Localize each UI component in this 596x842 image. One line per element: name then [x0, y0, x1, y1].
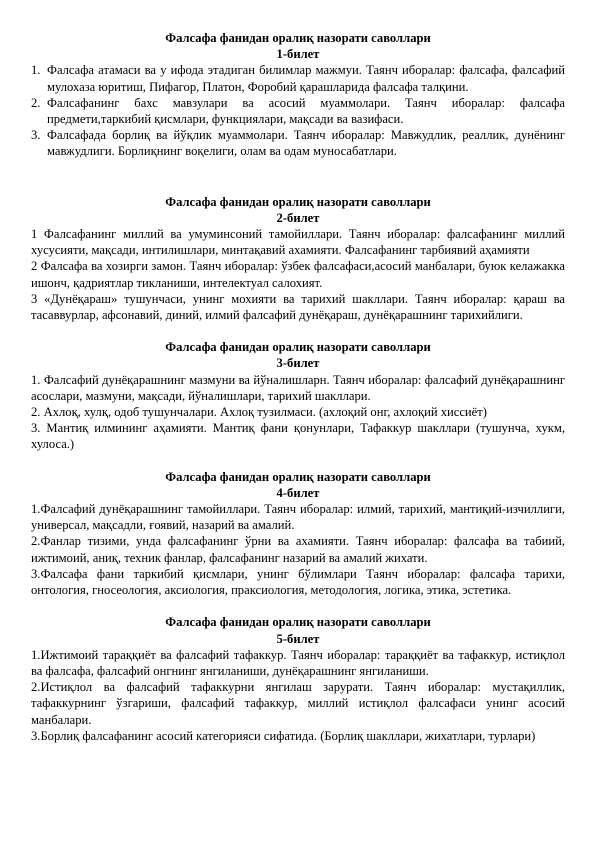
question-item — [31, 62, 565, 94]
section-title: Фалсафа фанидан оралиқ назорати саволлари — [165, 469, 431, 484]
question-item: 1.Фалсафий дунёқарашнинг тамойиллари. Таянч иборалар: илмий, тарихий, мантиқий-изчиллиги, универсал, мақсадли, ғоявий, назарий ва амалий. — [31, 502, 565, 533]
question-item: 3. Мантиқ илмининг аҳамияти. Мантиқ фани қонунлари, Тафаккур шакллари (тушунча, хукм, хулоса.) — [31, 421, 565, 452]
section-title: Фалсафа фанидан оралиқ назорати саволлари — [165, 615, 431, 630]
ticket-section-2 — [31, 194, 565, 324]
question-item: 2 Фалсафа ва хозирги замон. Таянч иборалар: ўзбек фалсафаси,асосий манбалари, буюк келажакка ишонч, қадриятлар тикланиши, интелектуал салохият. — [31, 259, 565, 290]
section-title: Фалсафа фанидан оралиқ назорати саволлари — [165, 194, 431, 209]
section-title: Фалсафа фанидан оралиқ назорати саволлари — [165, 340, 431, 355]
question-number: 2. — [31, 95, 41, 110]
question-item: 3.Фалсафа фани таркибий қисмлари, унинг бўлимлари Таянч иборалар: фалсафа тарихи, онтология, гносеология, аксиология, праксиология, методология, логика, этика, эстетика. — [31, 566, 565, 598]
question-item: 2. Ахлоқ, хулқ, одоб тушунчалари. Ахлоқ тузилмаси. (ахлоқий онг, ахлоқий хиссиёт) — [31, 405, 487, 420]
question-item: 1. Фалсафий дунёқарашнинг мазмуни ва йўналишларн. Таянч иборалар: фалсафий дунёқарашнинг асослари, мазмуни, мақсади, йўналишлари, тарихий шакллари. — [31, 372, 565, 403]
ticket-section-4 — [31, 469, 565, 599]
ticket-section-3 — [31, 339, 565, 452]
question-item: 3 «Дунёқараш» тушунчаси, унинг мохияти ва тарихий шакллари. Таянч иборалар: қараш ва тасаввурлар, афсонавий, диний, илмий фалсафий дунёқараш, дунёқарашнинг тарихийлиги. — [31, 291, 565, 323]
question-item: 2.Истиқлол ва фалсафий тафаккурни янгилаш зарурати. Таянч иборалар: мустақиллик, тафаккурнинг ўзгариши, фалсафий тафаккур, миллий истиқлол фалсафаси унинг асосий манбалари. — [31, 680, 565, 727]
question-text: Фалсафада борлиқ ва йўқлик муаммолари. Таянч иборалар: Мавжудлик, реаллик, дунёнинг мавжудлиги. Борлиқнинг воқелиги, олам ва одам муносабатлари. — [47, 128, 565, 159]
question-list — [31, 62, 565, 159]
question-number: 1. — [31, 63, 41, 78]
ticket-label: 5-билет — [276, 631, 320, 646]
ticket-label: 1-билет — [276, 47, 320, 62]
section-title: Фалсафа фанидан оралиқ назорати саволлари — [165, 31, 431, 45]
question-item — [31, 95, 565, 127]
question-text: Фалсафанинг бахс мавзулари ва асосий муаммолари. Таянч иборалар: фалсафа предмети,таркибий қисмлари, функциялари, мақсади ва вазифаси. — [47, 95, 565, 127]
ticket-label: 2-билет — [276, 210, 320, 225]
question-item: 1.Ижтимоий тараққиёт ва фалсафий тафаккур. Таянч иборалар: тараққиёт ва тафаккур, истиқлол ва фалсафа, фалсафий онгнинг янгиланиши, дунёқарашнинг янгиланиши. — [31, 647, 565, 678]
document-page — [31, 30, 565, 744]
question-item — [31, 127, 565, 159]
ticket-section-5 — [31, 614, 565, 744]
question-text: Фалсафа атамаси ва у ифода этадиган билимлар мажмуи. Таянч иборалар: фалсафа, фалсафий мулохаза юритиш, Пифагор, Платон, Форобий қарашларида фалсафа талқини. — [47, 63, 565, 94]
ticket-label: 4-билет — [276, 485, 320, 500]
question-item: 3.Борлиқ фалсафанинг асосий категорияси сифатида. (Борлиқ шакллари, жихатлари, турлари) — [31, 728, 536, 743]
ticket-section-1 — [31, 30, 565, 160]
question-item: 2.Фанлар тизими, унда фалсафанинг ўрни ва ахамияти. Таянч иборалар: фалсафа ва табиий, ижтимоий, аниқ, техник фанлар, фалсафанинг назарий ва амалий жихати. — [31, 534, 565, 565]
ticket-label: 3-билет — [276, 356, 320, 371]
question-item: 1 Фалсафанинг миллий ва умуминсоний тамойиллари. Таянч иборалар: фалсафанинг миллий хусусияти, мақсади, интилишлари, минтақавий ахамияти. Фалсафанинг тарбиявий аҳамияти — [31, 227, 565, 258]
question-number: 3. — [31, 128, 41, 143]
